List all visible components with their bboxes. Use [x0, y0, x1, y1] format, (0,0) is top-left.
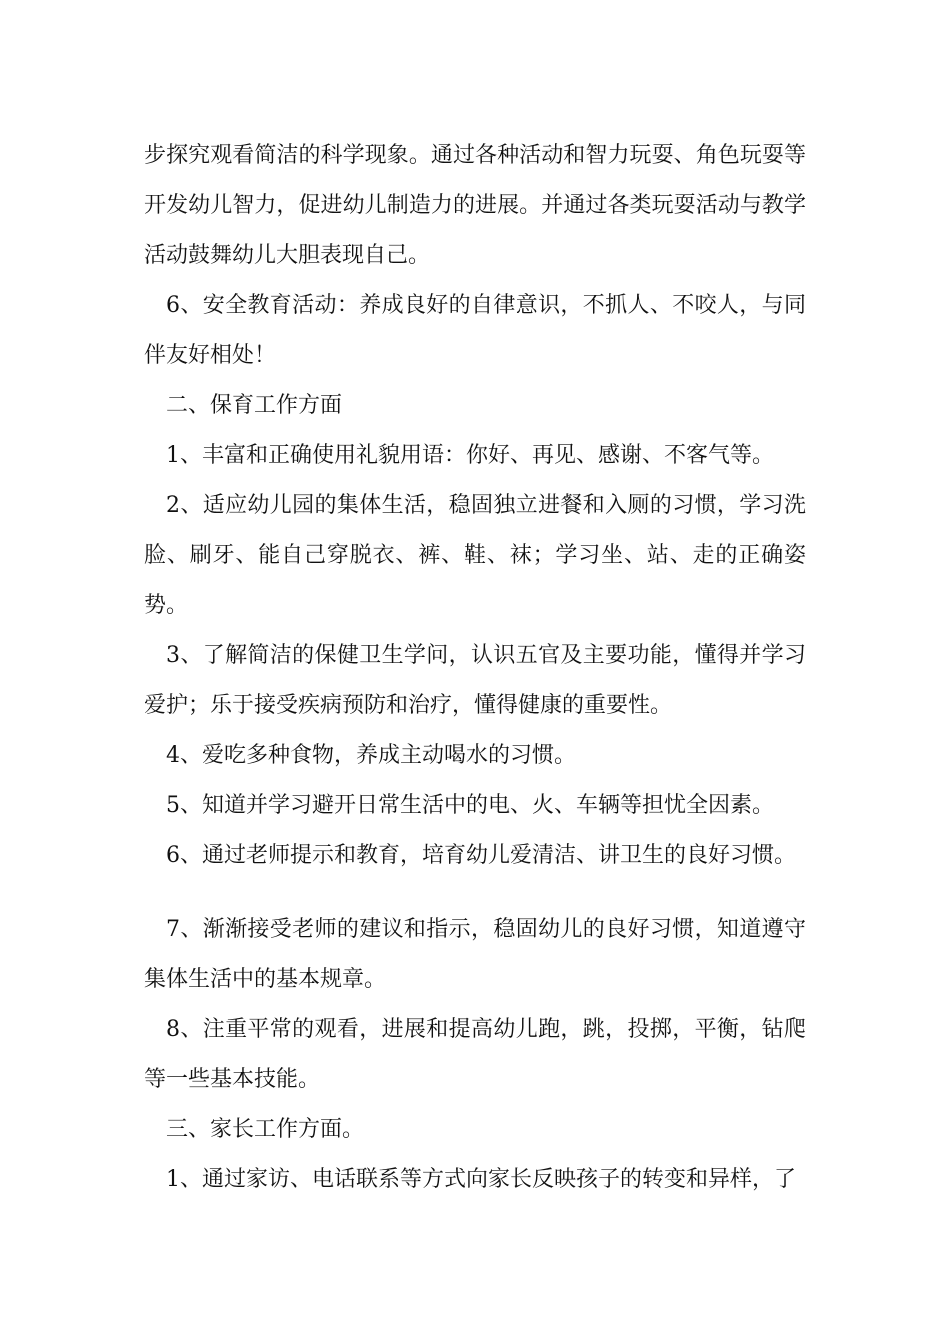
paragraph-care-item-4: 4、爱吃多种食物，养成主动喝水的习惯。: [166, 743, 576, 768]
paragraph-care-item-1: 1、丰富和正确使用礼貌用语：你好、再见、感谢、不客气等。: [166, 443, 774, 468]
section-heading-parent-work: 三、家长工作方面。: [166, 1117, 365, 1142]
document-page: [144, 131, 806, 1205]
paragraph-care-item-2: 2、适应幼儿园的集体生活，稳固独立进餐和入厕的习惯，学习洗脸、刷牙、能自己穿脱衣、裤、鞋、袜；学习坐、站、走的正确姿势。: [144, 493, 806, 618]
paragraph-care-item-8: 8、注重平常的观看，进展和提高幼儿跑，跳，投掷，平衡，钻爬等一些基本技能。: [144, 1017, 806, 1092]
paragraph-parent-item-1: 1、通过家访、电话联系等方式向家长反映孩子的转变和异样，了: [166, 1167, 796, 1192]
paragraph-care-item-6: 6、通过老师提示和教育，培育幼儿爱清洁、讲卫生的良好习惯。: [166, 843, 796, 868]
paragraph-safety-education: 6、安全教育活动：养成良好的自律意识，不抓人、不咬人，与同伴友好相处！: [144, 293, 806, 368]
section-heading-care-work: 二、保育工作方面: [166, 393, 343, 418]
paragraph-continuation: 步探究观看简洁的科学现象。通过各种活动和智力玩耍、角色玩耍等开发幼儿智力，促进幼儿制造力的进展。并通过各类玩耍活动与教学活动鼓舞幼儿大胆表现自己。: [144, 143, 806, 268]
paragraph-care-item-3: 3、了解简洁的保健卫生学问，认识五官及主要功能，懂得并学习爱护；乐于接受疾病预防和治疗，懂得健康的重要性。: [144, 643, 806, 718]
paragraph-care-item-5: 5、知道并学习避开日常生活中的电、火、车辆等担忧全因素。: [166, 793, 774, 818]
paragraph-care-item-7: 7、渐渐接受老师的建议和指示，稳固幼儿的良好习惯，知道遵守集体生活中的基本规章。: [144, 917, 806, 992]
